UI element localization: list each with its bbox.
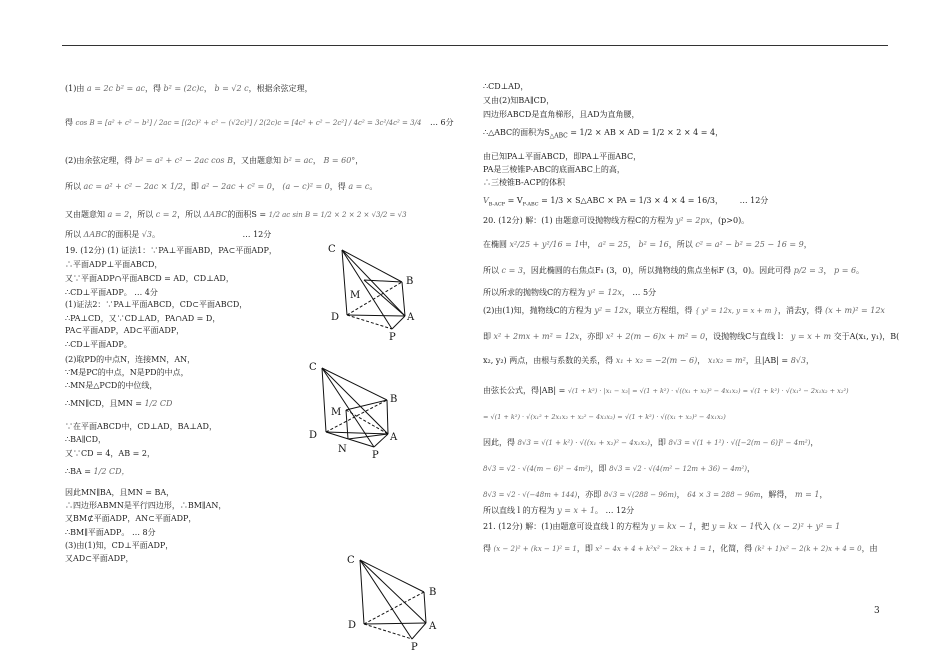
formula: 8√3 = √(1 + k²) · √((x₁ + x₂)² − 4x₁x₂) bbox=[517, 439, 650, 447]
line-r10: 在椭圆 x²/25 + y²/16 = 1中， a² = 25， b² = 16，所以 c² = a² − b² = 25 − 16 = 9， bbox=[483, 240, 812, 249]
text: = 1/2 × AB × AD = 1/2 × 2 × 4 = 4， bbox=[567, 128, 724, 137]
line-r17 bbox=[483, 412, 726, 423]
line-3: (2)由余弦定理，得 b² = a² + c² − 2ac cos B，又由题意知 b² = ac， B = 60°， bbox=[65, 156, 364, 165]
text: 又由题意知 bbox=[65, 210, 105, 219]
line-21: 又∵CD = 4，AB = 2， bbox=[65, 449, 155, 458]
text: ，由 bbox=[861, 544, 878, 553]
text: ，即 bbox=[649, 438, 666, 447]
text: 所以 bbox=[65, 182, 81, 191]
line-28: 又AD⊂平面ADP， bbox=[65, 554, 134, 563]
line-r16 bbox=[483, 386, 849, 397]
text: ，(p>0)。 bbox=[710, 216, 750, 225]
label-B: B bbox=[429, 587, 437, 598]
text: 所以 bbox=[65, 230, 81, 239]
formula: x₁x₂ = m² bbox=[707, 356, 746, 365]
line-11: (1)证法2：∵PA⊥平面ABCD，CD⊂平面ABCD， bbox=[65, 300, 248, 309]
line-7: 19. (12分) (1) 证法1：∵PA⊥平面ABD，PA⊂平面ADP， bbox=[65, 246, 277, 255]
text: ，根据余弦定理， bbox=[248, 84, 313, 93]
line-r11: 所以 c = 3，因此椭圆的右焦点F₁ (3，0)，所以抛物线的焦点坐标F (3，0)。因此可得 p/2 = 3， p = 6。 bbox=[483, 266, 865, 275]
line-r20: 8√3 = √2 · √(−48m + 144)，亦即 8√3 = √(288 − 96m)， 64 × 3 = 288 − 96m，解得， m = 1， bbox=[483, 490, 828, 499]
line-8: ∴平面ADP⊥平面ABCD， bbox=[65, 260, 163, 269]
subscript: P-ABC bbox=[522, 201, 539, 208]
text: (2)由(1)知，抛物线C的方程为 bbox=[483, 306, 592, 315]
line-1: (1)由 a = 2c b² = ac，得 b² = (2c)c， b = √2 c，根据余弦定理， bbox=[65, 84, 313, 93]
text: ，且|AB| = bbox=[745, 356, 789, 365]
line-5 bbox=[65, 210, 407, 221]
text: ，解得， bbox=[760, 490, 793, 499]
line-22 bbox=[65, 467, 130, 478]
score-note: … 12分 bbox=[739, 196, 769, 205]
subscript: B-ACP bbox=[488, 201, 506, 208]
label-A: A bbox=[407, 312, 415, 323]
formula: 8√3 = √(1 + 1²) · √([−2(m − 6)]² − 4m²) bbox=[668, 439, 811, 447]
line-12: ∴PA⊥CD，又∵CD⊥AD，PA∩AD = D， bbox=[65, 314, 221, 323]
text: 即 bbox=[483, 332, 491, 341]
formula: ΔABC bbox=[83, 230, 108, 239]
text: 的面积是 bbox=[107, 230, 140, 239]
formula: y = kx − 1 bbox=[650, 522, 694, 531]
text: 由弦长公式，得|AB| = bbox=[483, 386, 566, 395]
label-B: B bbox=[390, 394, 398, 405]
label-D: D bbox=[348, 620, 357, 631]
line-14: ∴CD⊥平面ADP。 bbox=[65, 340, 132, 349]
line-26: ∴BM∥平面ADP。 … 8分 bbox=[65, 528, 156, 537]
text: 中， bbox=[579, 240, 596, 249]
formula: x²/25 + y²/16 = 1 bbox=[509, 240, 580, 249]
score-note: … 12分 bbox=[242, 230, 272, 239]
formula: b² = a² + c² − 2ac cos B bbox=[134, 156, 233, 165]
text: ，亦即 bbox=[579, 332, 604, 341]
formula: 1/2 CD bbox=[144, 399, 173, 408]
text: ，联立方程组，得 bbox=[628, 306, 693, 315]
line-r5: 由已知PA⊥平面ABCD，即PA⊥平面ABC， bbox=[483, 152, 642, 161]
line-r2: 又由(2)知BA∥CD， bbox=[483, 96, 555, 105]
subscript: △ABC bbox=[549, 132, 568, 140]
text: ，设抛物线C与直线 l： bbox=[705, 332, 789, 341]
line-24: ∴四边形ABMN是平行四边形，∴BM∥AN， bbox=[65, 501, 227, 510]
line-25: 又BM⊄平面ADP，AN⊂平面ADP， bbox=[65, 514, 197, 523]
score-note: … 6分 bbox=[429, 118, 454, 127]
line-19: ∵在平面ABCD中，CD⊥AD，BA⊥AD， bbox=[65, 422, 217, 431]
formula: a = c bbox=[348, 182, 370, 191]
line-16: ∵M是PC的中点，N是PD的中点， bbox=[65, 368, 189, 377]
formula: 1/2 CD， bbox=[93, 467, 130, 476]
line-18 bbox=[65, 399, 172, 410]
formula: (k² + 1)x² − 2(k + 2)x + 4 = 0 bbox=[754, 545, 862, 553]
line-17: ∴MN是△PCD的中位线， bbox=[65, 381, 158, 390]
formula: V bbox=[483, 196, 489, 205]
formula: b² = 16 bbox=[638, 240, 669, 249]
line-r7: ∴三棱锥B-ACP的体积 bbox=[483, 178, 566, 187]
line-r21 bbox=[483, 506, 634, 517]
text: 因此，得 bbox=[483, 438, 515, 447]
line-r9 bbox=[483, 216, 749, 227]
text: 21. (12分) 解：(1)由题意可设直线 l 的方程为 bbox=[483, 522, 649, 531]
text: 在椭圆 bbox=[483, 240, 507, 249]
line-r6: PA是三棱锥P-ABC的底面ABC上的高， bbox=[483, 165, 625, 174]
label-C: C bbox=[347, 555, 355, 566]
text: ，得 bbox=[144, 84, 161, 93]
label-C: C bbox=[309, 362, 317, 373]
formula: c² = a² − b² = 25 − 16 = 9 bbox=[695, 240, 804, 249]
line-r1: ∴CD⊥AD， bbox=[483, 82, 529, 91]
formula: 64 × 3 = 288 − 96m bbox=[687, 491, 761, 499]
formula: x² + 2(m − 6)x + m² = 0 bbox=[605, 332, 706, 341]
text: = 1/3 × S△ABC × PA = 1/3 × 4 × 4 = 16/3， bbox=[538, 196, 724, 205]
formula: y² = 12x bbox=[587, 288, 622, 297]
line-r12 bbox=[483, 288, 656, 299]
line-4: 所以 ac = a² + c² − 2ac × 1/2，即 a² − 2ac + c² = 0， (a − c)² = 0，得 a = c。 bbox=[65, 182, 378, 191]
formula: 1/2 ac sin B = 1/2 × 2 × 2 × √3/2 = √3 bbox=[268, 211, 407, 219]
line-27: (3)由(1)知，CD⊥平面ADP， bbox=[65, 541, 174, 550]
text: x₂, y₂) 两点，由根与系数的关系，得 bbox=[483, 356, 614, 365]
label-D: D bbox=[331, 312, 340, 323]
text: ∴BA = bbox=[65, 467, 91, 476]
label-B: B bbox=[406, 276, 414, 287]
formula: b = √2 c bbox=[214, 84, 249, 93]
formula: b² = ac bbox=[115, 84, 145, 93]
text: 的面积S = bbox=[227, 210, 267, 219]
formula: y = x + m bbox=[790, 332, 832, 341]
text: 交于A(x₁, y₁)，B( bbox=[833, 332, 900, 341]
text: ，所以 bbox=[129, 210, 154, 219]
line-15: (2)取PD的中点N，连接MN，AN， bbox=[65, 355, 196, 364]
formula: x² + 2mx + m² = 12x bbox=[493, 332, 580, 341]
formula: { y² = 12x, y = x + m } bbox=[695, 307, 779, 315]
formula: b² = ac bbox=[283, 156, 313, 165]
label-D: D bbox=[309, 430, 318, 441]
formula: 8√3 bbox=[790, 356, 806, 365]
line-r22 bbox=[483, 522, 840, 533]
formula: p = 6 bbox=[834, 266, 857, 275]
line-20: ∴BA∥CD， bbox=[65, 435, 106, 444]
formula: ΔABC bbox=[203, 210, 228, 219]
text: ，消去y，得 bbox=[778, 306, 823, 315]
text: 20. (12分) 解：(1) 由题意可设抛物线方程C的方程为 bbox=[483, 216, 674, 225]
text: ，得 bbox=[329, 182, 346, 191]
text: ，所以 bbox=[668, 240, 693, 249]
formula: p/2 = 3 bbox=[793, 266, 824, 275]
line-r13 bbox=[483, 306, 885, 317]
formula: (x − 2)² + (kx − 1)² = 1 bbox=[493, 545, 577, 553]
pyramid-figure-1 bbox=[322, 240, 422, 345]
text: (2)由余弦定理，得 bbox=[65, 156, 133, 165]
line-r14 bbox=[483, 332, 899, 343]
formula: a² − 2ac + c² = 0 bbox=[201, 182, 272, 191]
formula: ac = a² + c² − 2ac × 1/2 bbox=[83, 182, 183, 191]
line-r18: 因此，得 8√3 = √(1 + k²) · √((x₁ + x₂)² − 4x₁x₂)，即 8√3 = √(1 + 1²) · √([−2(m − 6)]² − 4m²)， bbox=[483, 438, 819, 447]
text: 所以所求的抛物线C的方程为 bbox=[483, 288, 586, 297]
line-r4 bbox=[483, 128, 723, 141]
formula: y² = 2px bbox=[675, 216, 711, 225]
text: 代入 bbox=[754, 522, 771, 531]
text: ，即 bbox=[576, 544, 593, 553]
formula: b² = (2c)c bbox=[163, 84, 204, 93]
line-r23 bbox=[483, 544, 878, 555]
formula: (a − c)² = 0 bbox=[282, 182, 330, 191]
formula: 8√3 = √2 · √(4(m² − 12m + 36) − 4m²) bbox=[609, 465, 747, 473]
line-r19: 8√3 = √2 · √(4(m − 6)² − 4m²)，即 8√3 = √2 · √(4(m² − 12m + 36) − 4m²)， bbox=[483, 464, 755, 473]
formula: a = 2 bbox=[107, 210, 130, 219]
text: ∴△ABC的面积为S bbox=[483, 128, 550, 137]
label-A: A bbox=[390, 432, 398, 443]
text: 所以 bbox=[483, 266, 499, 275]
text: 。 … 12分 bbox=[594, 506, 635, 515]
formula: 8√3 = √2 · √(4(m − 6)² − 4m²) bbox=[483, 465, 591, 473]
formula: y = kx − 1 bbox=[711, 522, 755, 531]
text: ∴MN∥CD，且MN = bbox=[65, 399, 142, 408]
text: (1)由 bbox=[65, 84, 85, 93]
formula: x₁ + x₂ = −2(m − 6) bbox=[615, 356, 698, 365]
formula: B = 60° bbox=[323, 156, 356, 165]
pyramid-figure-2 bbox=[308, 360, 418, 468]
formula: (x − 2)² + y² = 1 bbox=[772, 522, 841, 531]
text: 所以直线 l 的方程为 bbox=[483, 506, 555, 515]
formula: m = 1 bbox=[794, 490, 820, 499]
formula: (x + m)² = 12x bbox=[825, 306, 885, 315]
text: ，又由题意知 bbox=[232, 156, 281, 165]
formula: a = 2c bbox=[86, 84, 114, 93]
line-r3: 四边形ABCD是直角梯形，且AD为直角腰， bbox=[483, 110, 640, 119]
line-23: 因此MN∥BA，且MN = BA， bbox=[65, 488, 175, 497]
formula: √3 bbox=[141, 230, 152, 239]
text: ， … 5分 bbox=[621, 288, 657, 297]
text: 得 bbox=[483, 544, 491, 553]
formula: √(1 + k²) · |x₁ − x₂| = √(1 + k²) · √((x₁ + x₂)² − 4x₁x₂) = √(1 + k²) · √(x₁² − 2x₁x₂ + x₂²) bbox=[567, 387, 849, 395]
line-10: ∴CD⊥平面ADP。 … 4分 bbox=[65, 288, 158, 297]
text: ，把 bbox=[693, 522, 710, 531]
formula: a² = 25 bbox=[597, 240, 628, 249]
text: ，即 bbox=[590, 464, 607, 473]
label-P: P bbox=[389, 332, 396, 343]
label-P: P bbox=[372, 450, 379, 461]
line-r8 bbox=[483, 196, 768, 208]
formula: c = 3 bbox=[501, 266, 523, 275]
line-2 bbox=[65, 118, 454, 129]
text: 得 bbox=[65, 118, 73, 127]
header-rule bbox=[62, 45, 888, 46]
label-C: C bbox=[328, 244, 336, 255]
label-P: P bbox=[411, 642, 418, 653]
formula: y = x + 1 bbox=[557, 506, 595, 515]
line-9: 又∵平面ADP∩平面ABCD = AD，CD⊥AD， bbox=[65, 274, 234, 283]
line-6: 所以 ΔABC的面积是 √3。 … 12分 bbox=[65, 230, 272, 239]
formula: = √(1 + k²) · √(x₁² + 2x₁x₂ + x₂² − 4x₁x₂) = √(1 + k²) · √((x₁ + x₂)² − 4x₁x₂) bbox=[483, 413, 726, 421]
text: ，亦即 bbox=[577, 490, 602, 499]
text: ，所以 bbox=[177, 210, 202, 219]
label-M: M bbox=[331, 407, 342, 418]
line-13: PA⊂平面ADP，AD⊂平面ADP， bbox=[65, 326, 185, 335]
text: ，化简，得 bbox=[712, 544, 753, 553]
formula: 8√3 = √2 · √(−48m + 144) bbox=[483, 491, 578, 499]
formula: 8√3 = √(288 − 96m) bbox=[603, 491, 677, 499]
formula: c = 2 bbox=[155, 210, 178, 219]
pyramid-figure-3 bbox=[340, 550, 450, 655]
text: = V bbox=[505, 196, 523, 205]
label-A: A bbox=[429, 621, 437, 632]
formula: cos B = [a² + c² − b²] / 2ac = [(2c)² + c² − (√2c)²] / 2(2c)c = [4c² + c² − 2c²] / 4c² = 3c²/4c² = 3/4 bbox=[75, 119, 422, 127]
line-r15: x₂, y₂) 两点，由根与系数的关系，得 x₁ + x₂ = −2(m − 6)， x₁x₂ = m²，且|AB| = 8√3， bbox=[483, 356, 814, 365]
text: ，因此椭圆的右焦点F₁ (3，0)，所以抛物线的焦点坐标F (3，0)。因此可得 bbox=[522, 266, 792, 275]
formula: y² = 12x bbox=[594, 306, 629, 315]
label-M: M bbox=[350, 290, 361, 301]
label-N: N bbox=[338, 444, 347, 455]
page-number: 3 bbox=[874, 606, 880, 616]
formula: x² − 4x + 4 + k²x² − 2kx + 1 = 1 bbox=[595, 545, 713, 553]
text: ，即 bbox=[182, 182, 199, 191]
